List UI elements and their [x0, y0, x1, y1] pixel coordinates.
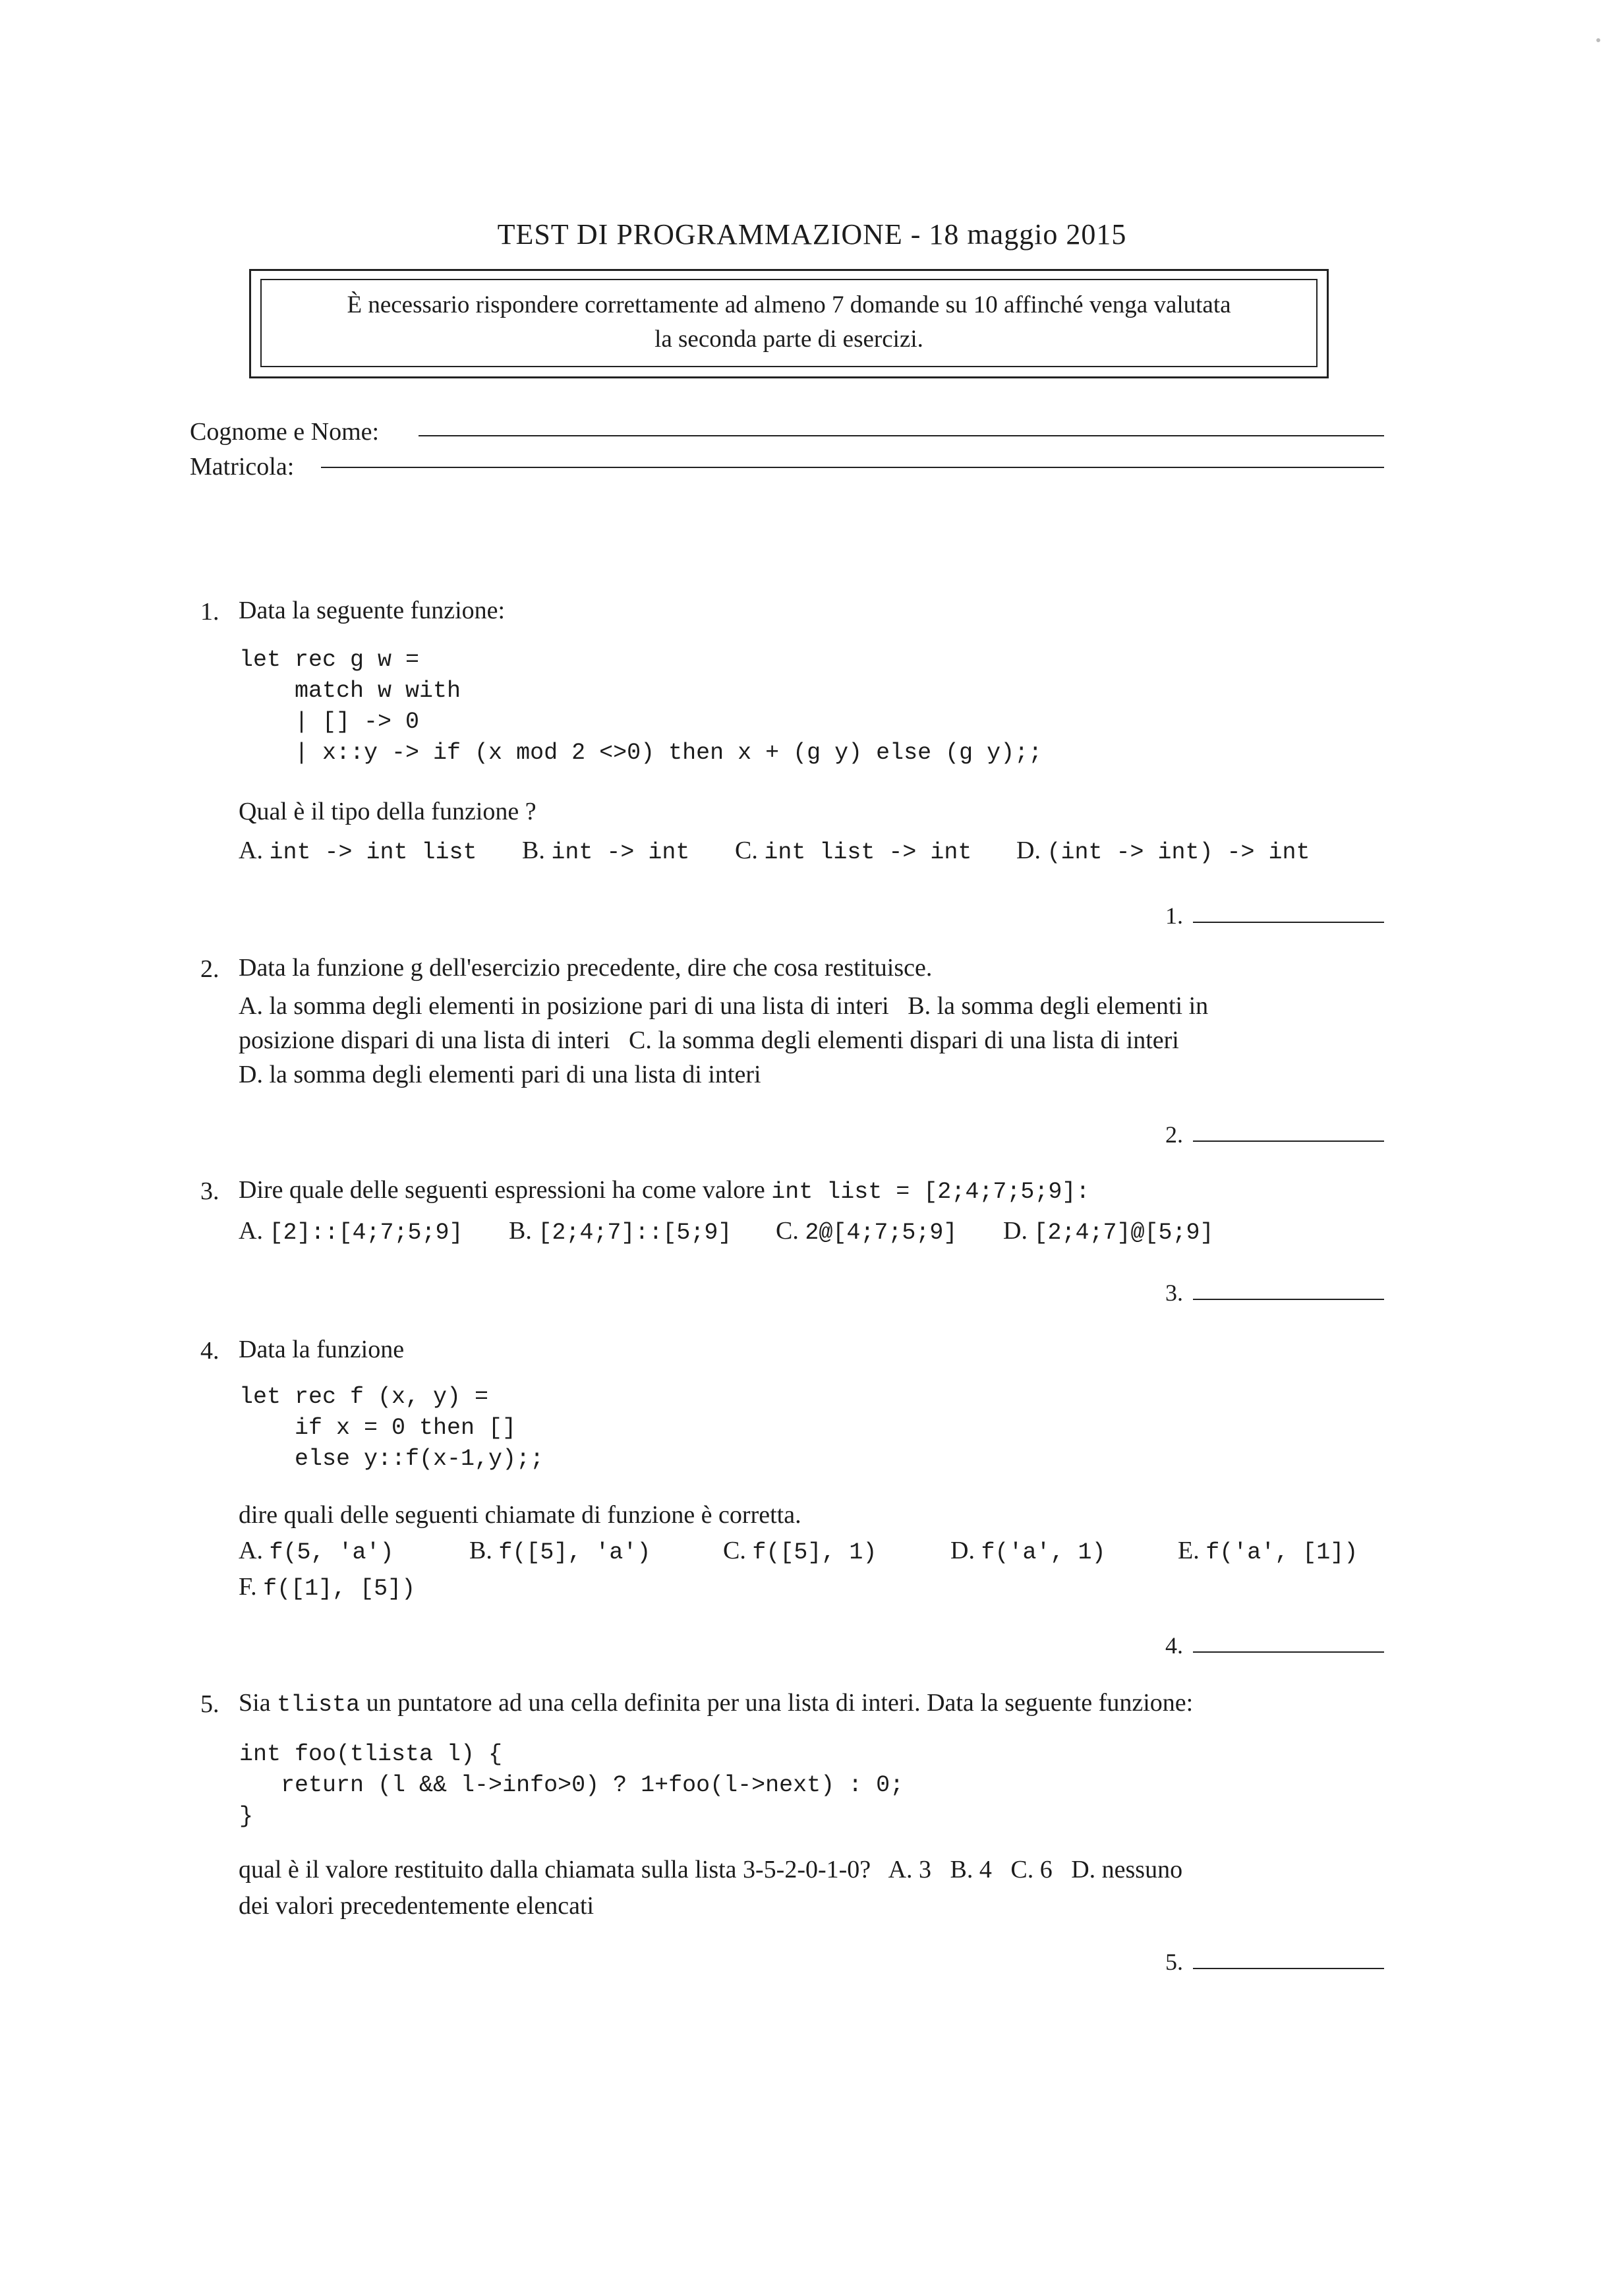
option-4a[interactable]	[239, 1536, 393, 1566]
question-5-number: 5.	[200, 1690, 219, 1718]
option-3d-label: D.	[1003, 1217, 1028, 1245]
option-1a-text: int -> int list	[269, 839, 477, 866]
option-4c-label: C.	[723, 1537, 746, 1564]
question-5-text-2: dei valori precedentemente elencati	[239, 1892, 594, 1920]
question-1-number: 1.	[200, 598, 219, 626]
option-3b-text: [2;4;7]::[5;9]	[538, 1220, 732, 1246]
option-1a-label: A.	[239, 837, 263, 864]
page-title: TEST DI PROGRAMMAZIONE - 18 maggio 2015	[497, 218, 1127, 251]
answer-4-line[interactable]	[1193, 1651, 1384, 1653]
option-4e-label: E.	[1178, 1537, 1200, 1564]
question-5-intro-b: un puntatore ad una cella definita per una lista di interi. Data la seguente funzione:	[366, 1689, 1194, 1717]
option-4a-text: f(5, 'a')	[269, 1539, 394, 1566]
question-4-number: 4.	[200, 1337, 219, 1365]
question-3-number: 3.	[200, 1177, 219, 1205]
question-5-text-1: qual è il valore restituito dalla chiamata sulla lista 3-5-2-0-1-0? A. 3 B. 4 C. 6 D. nessuno	[239, 1856, 1183, 1883]
question-2-text-3: posizione dispari di una lista di interi C. la somma degli elementi dispari di una lista di interi	[239, 1026, 1179, 1054]
option-4b-text: f([5], 'a')	[498, 1539, 651, 1566]
option-4a-label: A.	[239, 1537, 263, 1564]
option-1d-text: (int -> int) -> int	[1047, 839, 1310, 866]
name-field-line[interactable]	[419, 435, 1384, 436]
option-4f-text: f([1], [5])	[263, 1576, 416, 1602]
option-3b-label: B.	[509, 1217, 532, 1245]
option-3a-text: [2]::[4;7;5;9]	[269, 1220, 463, 1246]
answer-2-line[interactable]	[1193, 1140, 1384, 1142]
answer-1-line[interactable]	[1193, 922, 1384, 923]
answer-3-label: 3.	[1165, 1280, 1183, 1306]
question-3-intro-text: Dire quale delle seguenti espressioni ha come valore	[239, 1176, 765, 1204]
question-3-options	[239, 1216, 1399, 1251]
answer-4-label: 4.	[1165, 1632, 1183, 1659]
option-1b[interactable]	[522, 836, 689, 866]
answer-5-label: 5.	[1165, 1949, 1183, 1975]
option-4c-text: f([5], 1)	[752, 1539, 877, 1566]
option-1c[interactable]	[735, 836, 972, 866]
notice-box	[249, 269, 1329, 378]
option-4f[interactable]	[239, 1572, 415, 1602]
option-3c-text: 2@[4;7;5;9]	[805, 1220, 958, 1246]
answer-2-label: 2.	[1165, 1121, 1183, 1148]
option-4b-label: B.	[469, 1537, 492, 1564]
question-2-text-4: D. la somma degli elementi pari di una lista di interi	[239, 1061, 761, 1088]
option-4c[interactable]	[723, 1536, 877, 1566]
option-1b-label: B.	[522, 837, 545, 864]
question-4-options-row-1	[239, 1536, 1399, 1570]
option-3a[interactable]	[239, 1216, 463, 1246]
option-1a[interactable]	[239, 836, 477, 866]
question-5-code: int foo(tlista l) { return (l && l->info>0) ? 1+foo(l->next) : 0; }	[239, 1741, 904, 1829]
question-3-intro	[239, 1173, 1089, 1209]
option-1d-label: D.	[1016, 837, 1041, 864]
option-3b[interactable]	[509, 1216, 732, 1246]
question-5-intro-a: Sia	[239, 1689, 271, 1717]
option-4e[interactable]	[1178, 1536, 1358, 1566]
question-5-intro	[239, 1686, 1193, 1722]
notice-line-2: la seconda parte di esercizi.	[654, 326, 923, 353]
option-1b-text: int -> int	[551, 839, 690, 866]
answer-1-label: 1.	[1165, 903, 1183, 929]
option-4d[interactable]	[950, 1536, 1105, 1566]
answer-3-line[interactable]	[1193, 1299, 1384, 1300]
option-4d-label: D.	[950, 1537, 975, 1564]
option-4f-label: F.	[239, 1573, 257, 1601]
name-field-label: Cognome e Nome:	[190, 418, 380, 446]
question-2-text-2: A. la somma degli elementi in posizione pari di una lista di interi B. la somma degli elementi in	[239, 992, 1209, 1020]
option-3a-label: A.	[239, 1217, 263, 1245]
question-1-intro: Data la seguente funzione:	[239, 597, 506, 624]
id-field-label: Matricola:	[190, 453, 295, 481]
question-3-value: int list = [2;4;7;5;9]:	[771, 1179, 1090, 1205]
question-5-intro-code: tlista	[277, 1692, 361, 1718]
question-4-intro: Data la funzione	[239, 1336, 405, 1363]
option-1d[interactable]	[1016, 836, 1310, 866]
question-4-code: let rec f (x, y) = if x = 0 then [] else y::f(x-1,y);;	[239, 1384, 544, 1472]
option-3d-text: [2;4;7]@[5;9]	[1033, 1220, 1214, 1246]
answer-5-line[interactable]	[1193, 1968, 1384, 1969]
question-2-number: 2.	[200, 955, 219, 983]
option-4d-text: f('a', 1)	[981, 1539, 1106, 1566]
id-field-line[interactable]	[321, 467, 1384, 468]
option-3d[interactable]	[1003, 1216, 1214, 1246]
question-1-options	[239, 836, 1399, 870]
question-1-question: Qual è il tipo della funzione ?	[239, 798, 536, 825]
question-1-code: let rec g w = match w with | [] -> 0 | x::y -> if (x mod 2 <>0) then x + (g y) else (g y);;	[239, 647, 1043, 766]
option-3c-label: C.	[776, 1217, 799, 1245]
option-4e-text: f('a', [1])	[1205, 1539, 1358, 1566]
notice-line-1: È necessario rispondere correttamente ad almeno 7 domande su 10 affinché venga valutata	[347, 291, 1231, 318]
scan-speck	[1596, 38, 1600, 42]
option-1c-text: int list -> int	[764, 839, 972, 866]
option-3c[interactable]	[776, 1216, 957, 1246]
option-1c-label: C.	[735, 837, 758, 864]
question-2-text-1: Data la funzione g dell'esercizio precedente, dire che cosa restituisce.	[239, 954, 933, 982]
option-4b[interactable]	[469, 1536, 651, 1566]
notice-inner-box	[260, 279, 1318, 367]
question-4-question: dire quali delle seguenti chiamate di funzione è corretta.	[239, 1501, 801, 1529]
